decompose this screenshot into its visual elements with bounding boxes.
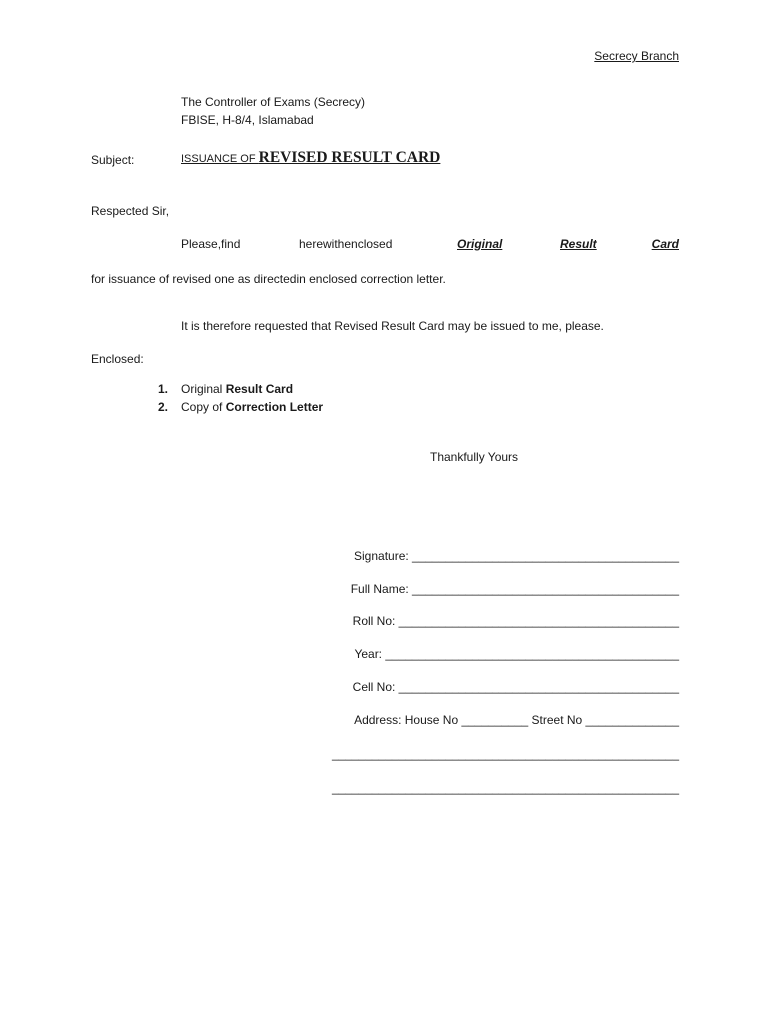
year-field[interactable]: Year: ____________________________________________ <box>354 647 679 661</box>
closing: Thankfully Yours <box>430 450 519 464</box>
enclosure-item-1 <box>181 381 293 397</box>
body-paragraph-2: It is therefore requested that Revised Result Card may be issued to me, please. <box>181 319 604 333</box>
roll-no-field[interactable]: Roll No: __________________________________________ <box>352 614 679 628</box>
body-word-2: herewithenclosed <box>299 237 393 251</box>
body-word-3: Original <box>457 237 503 251</box>
enclosure-item-1-bold: Result Card <box>225 382 294 396</box>
body-word-1: Please,find <box>181 237 241 251</box>
enclosure-item-2 <box>181 399 323 415</box>
cell-no-field[interactable]: Cell No: __________________________________________ <box>352 680 679 694</box>
address-field[interactable]: Address: House No __________ Street No ______________ <box>354 713 679 727</box>
subject-title: REVISED RESULT CARD <box>258 149 441 166</box>
addressee-line-2: FBISE, H-8/4, Islamabad <box>181 113 314 127</box>
enclosed-label: Enclosed: <box>91 352 144 366</box>
enclosure-item-2-bold: Correction Letter <box>225 400 324 414</box>
enclosure-number-2: 2. <box>158 400 169 414</box>
body-paragraph-1-continued: for issuance of revised one as directedin enclosed correction letter. <box>91 272 446 286</box>
subject-line <box>181 150 440 167</box>
enclosure-number-1: 1. <box>158 382 169 396</box>
signature-field[interactable]: Signature: ________________________________________ <box>354 549 679 563</box>
salutation: Respected Sir, <box>91 204 170 218</box>
addressee-line-1: The Controller of Exams (Secrecy) <box>181 95 366 109</box>
enclosure-item-1-text: Original <box>181 382 226 396</box>
body-word-4: Result <box>560 237 597 251</box>
subject-label: Subject: <box>91 153 135 167</box>
full-name-field[interactable]: Full Name: ________________________________________ <box>350 582 679 596</box>
subject-prefix: ISSUANCE OF <box>181 153 259 165</box>
branch-label: Secrecy Branch <box>594 49 679 63</box>
address-line-3-field[interactable]: ____________________________________________________ <box>331 781 679 795</box>
body-word-5: Card <box>651 237 679 251</box>
enclosure-item-2-text: Copy of <box>181 400 226 414</box>
address-line-2-field[interactable]: ____________________________________________________ <box>331 747 679 761</box>
